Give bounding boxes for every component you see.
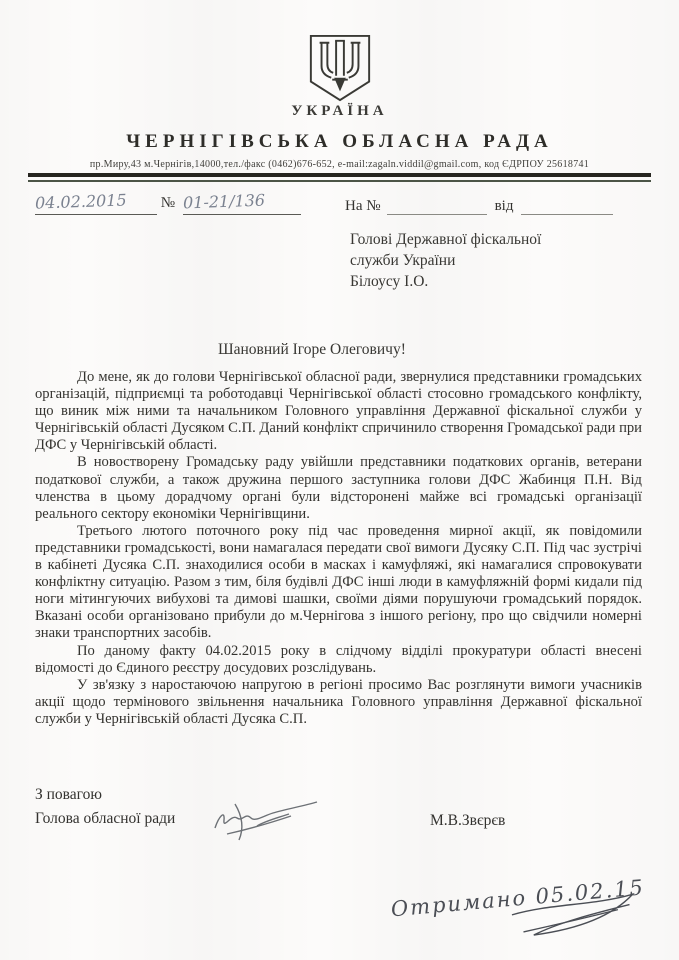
- contact-line: пр.Миру,43 м.Чернігів,14000,тел./факс (0462)676-652, e-mail:zagaln.viddil@gmail.com, код ЄДРПОУ 25618741: [89, 159, 590, 170]
- incoming-number-label: На №: [345, 198, 381, 214]
- body-paragraph: По даному факту 04.02.2015 року в слідчому відділі прокуратури області внесені відомості до Єдиного реєстру досудових розслідувань.: [35, 642, 642, 676]
- addressee-block: [350, 229, 541, 292]
- incoming-reference: [345, 198, 613, 215]
- signer-position: Голова обласної ради: [35, 810, 176, 827]
- signer-name: М.В.Звєрєв: [430, 812, 506, 829]
- addressee-line: служби України: [350, 252, 456, 269]
- body-paragraph: У зв'язку з наростаючою напругою в регіоні просимо Вас розглянути вимоги учасників акції щодо термінового звільнення начальника Головного управління Державної фіскальної служби у Чернігівській області Дусяка С.П.: [35, 676, 642, 727]
- incoming-from-label: від: [494, 198, 514, 214]
- outgoing-number-handwritten: 01-21/136: [182, 190, 266, 213]
- incoming-number-blank: [387, 200, 487, 215]
- outgoing-date-handwritten: 04.02.2015: [34, 190, 127, 213]
- addressee-line: Голові Державної фіскальної: [350, 231, 542, 248]
- organization-name: ЧЕРНІГІВСЬКА ОБЛАСНА РАДА: [126, 131, 553, 152]
- addressee-line: Білоусу І.О.: [350, 273, 429, 290]
- ukraine-trident-emblem: [306, 33, 374, 103]
- closing-phrase: З повагою: [35, 786, 102, 803]
- letterhead-divider: [28, 173, 651, 182]
- body-paragraph: В новостворену Громадську раду увійшли представники податкових органів, ветерани податкової служби, а також дружина першого заступника голови ДФС Жабинця П.Н. Від членства в цьому дорадчому органі були відсторонені майже всі громадські організації реального сектору економіки Чернігівщини.: [35, 454, 642, 522]
- salutation: Шановний Ігоре Олеговичу!: [218, 341, 406, 358]
- body-paragraph: До мене, як до голови Чернігівської обласної ради, звернулися представники громадських організацій, підприємці та роботодавці Чернігівської області стосовно громадського конфлікту, що виник між ними та начальником Головного управління Державної фіскальної служби у Чернігівській області Дусяком С.П. Даний конфлікт спричинило створення Громадської ради при ДФС у Чернігівській області.: [35, 369, 642, 454]
- outgoing-reference: [35, 192, 301, 215]
- body-paragraph: Третього лютого поточного року під час проведення мирної акції, як повідомили представники громадськості, вони намагалася передати свої вимоги Дусяку С.П. Під час зустрічі в кабінеті Дусяка С.П. знаходилися особи в масках і камуфляжі, які намагалися спровокувати конфліктну ситуацію. Разом з тим, біля будівлі ДФС інші люди в камуфляжній формі кидали під ноги мітингуючих вибухові та димові шашки, своїми діями порушуючи громадський порядок. Вказані особи організовано прибули до м.Чернігова з іншого регіону, про що свідчили номерні знаки транспортних засобів.: [35, 522, 642, 642]
- received-note-text: Отримано 05.02.15: [389, 875, 646, 922]
- signature-scribble: [205, 788, 325, 846]
- letter-body: [35, 369, 642, 728]
- number-sign: №: [160, 195, 176, 211]
- incoming-date-blank: [521, 200, 613, 215]
- country-name: УКРАЇНА: [291, 103, 388, 119]
- received-note-handwritten: [390, 875, 654, 955]
